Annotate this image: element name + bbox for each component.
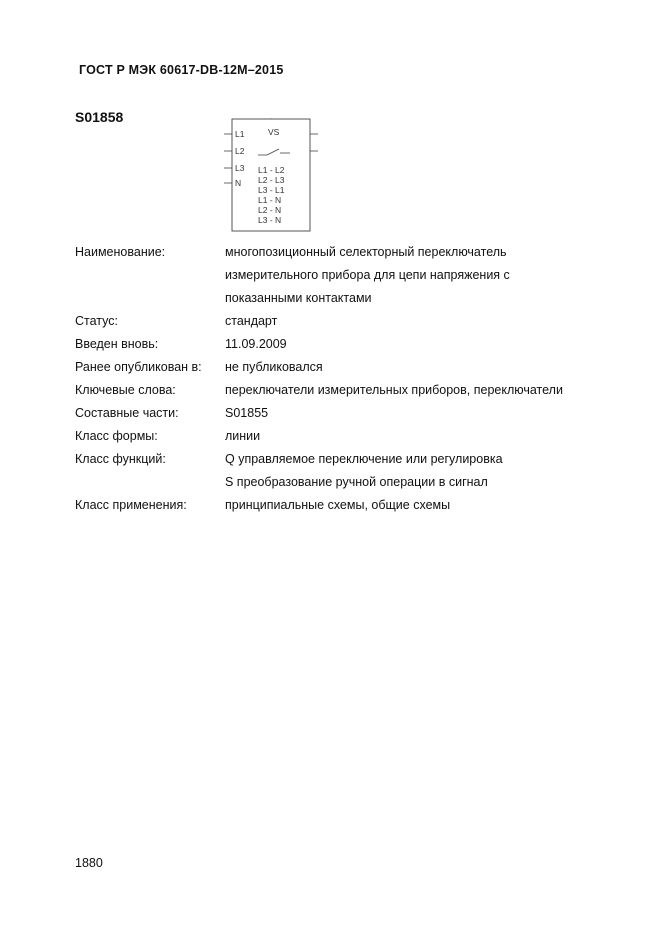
property-value-line: S преобразование ручной операции в сигнал — [225, 475, 488, 489]
property-label: Класс формы: — [75, 429, 158, 443]
symbol-name: VS — [268, 127, 280, 137]
contact-position: L1 - N — [258, 195, 282, 205]
property-row-name — [75, 241, 635, 310]
contact-position: L2 - N — [258, 205, 282, 215]
property-label: Статус: — [75, 314, 118, 328]
symbol-graphic — [220, 118, 325, 234]
property-value — [225, 448, 635, 494]
property-row-function-class — [75, 448, 635, 494]
property-value-line: многопозиционный селекторный переключатель — [225, 245, 507, 259]
contact-position: L1 - L2 — [258, 165, 285, 175]
property-row-shape-class — [75, 425, 635, 448]
property-value-line: не публиковался — [225, 360, 323, 374]
property-row-published — [75, 356, 635, 379]
property-value-line: измерительного прибора для цепи напряжения с — [225, 268, 510, 282]
property-value-line: принципиальные схемы, общие схемы — [225, 498, 451, 512]
property-value — [225, 494, 635, 517]
property-value — [225, 425, 635, 448]
property-value-line: переключатели измерительных приборов, переключатели — [225, 383, 563, 397]
property-label: Класс применения: — [75, 498, 187, 512]
property-value-line: 11.09.2009 — [225, 337, 287, 351]
selector-switch-symbol — [220, 118, 325, 234]
input-label-l3: L3 — [235, 163, 245, 173]
property-label: Ранее опубликован в: — [75, 360, 202, 374]
property-value — [225, 333, 635, 356]
property-value — [225, 310, 635, 333]
property-row-components — [75, 402, 635, 425]
property-value-line: стандарт — [225, 314, 278, 328]
property-value — [225, 379, 635, 402]
page-number: 1880 — [75, 856, 103, 870]
input-label-l2: L2 — [235, 146, 245, 156]
symbol-code: S01858 — [75, 109, 124, 125]
property-label: Наименование: — [75, 245, 166, 259]
property-row-introduced — [75, 333, 635, 356]
property-value — [225, 356, 635, 379]
property-value-line: линии — [225, 429, 261, 443]
input-label-l1: L1 — [235, 129, 245, 139]
property-value-line: показанными контактами — [225, 291, 372, 305]
property-value — [225, 402, 635, 425]
property-value-line: Q управляемое переключение или регулировка — [225, 452, 503, 466]
property-label: Введен вновь: — [75, 337, 159, 351]
property-row-status — [75, 310, 635, 333]
contact-position: L2 - L3 — [258, 175, 285, 185]
properties-table — [75, 241, 635, 517]
property-label: Ключевые слова: — [75, 383, 176, 397]
property-row-application-class — [75, 494, 635, 517]
input-label-n: N — [235, 178, 242, 188]
document-header: ГОСТ Р МЭК 60617-DB-12M–2015 — [79, 63, 284, 77]
property-label: Составные части: — [75, 406, 179, 420]
property-row-keywords — [75, 379, 635, 402]
property-label: Класс функций: — [75, 452, 166, 466]
property-value — [225, 241, 635, 310]
property-value-line: S01855 — [225, 406, 269, 420]
switch-blade — [267, 149, 279, 155]
contact-position: L3 - L1 — [258, 185, 285, 195]
contact-position: L3 - N — [258, 215, 282, 225]
